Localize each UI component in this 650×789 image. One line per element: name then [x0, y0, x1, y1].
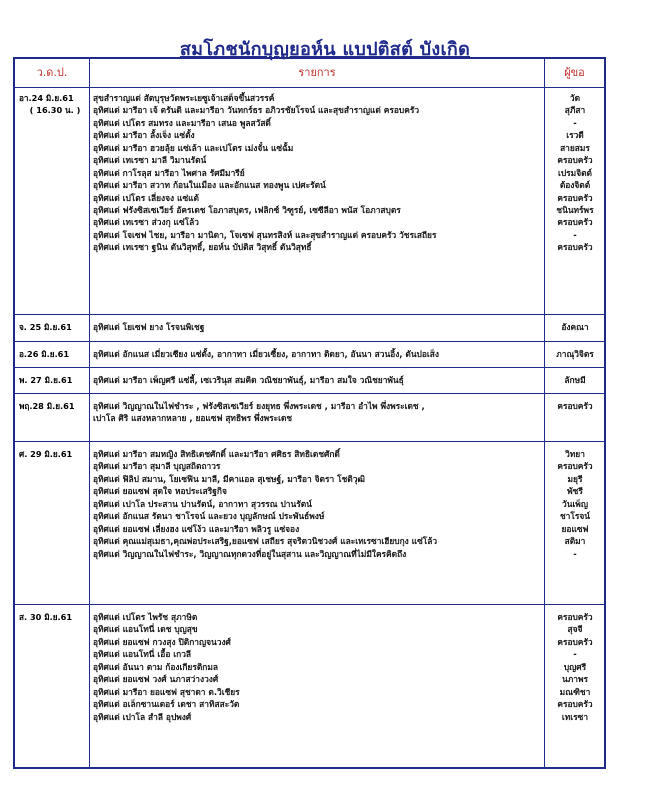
row-divider — [15, 341, 604, 342]
intention-item: อุทิศแด่ แอนโทนี่ เอื้อ เกวลี — [93, 649, 192, 660]
intention-item: อุทิศแด่ มารีอา เจ้ ตรันดิ และมารีอา วันทกร์ธร อภิวรชัยโรจน์ และสุขสำราญแด่ ครอบครัว — [93, 105, 420, 116]
intention-item: อุทิศแด่ เปาโล สำลี อุปพงศ์ — [93, 711, 192, 722]
intention-item: อุทิศแด่ อันนา ตาม ก้องเกียรติกมล — [93, 661, 218, 672]
requester-name: ครอบครัว — [557, 155, 593, 166]
row-date — [19, 374, 91, 386]
page-title: สมโภชนักบุญยอห์น แบปติสต์ บังเกิด — [179, 39, 471, 60]
requester-name: เรวดี — [566, 130, 584, 141]
requester-name: ชาโรจน์ — [559, 511, 591, 522]
time-text: ( 16.30 น. ) — [29, 105, 81, 115]
date-text: ศ. 29 มิ.ย.61 — [19, 449, 73, 459]
requester-list — [547, 321, 603, 333]
requester-name: ครอบครัว — [557, 217, 593, 228]
row-date — [19, 611, 91, 623]
intention-item: อุทิศแด่ มารีอา เพ็ญศรี แซ่ลี้, เซเวรินุส สมคิด วณิชยาพันธุ์, มารีอา สมใจ วณิชยาพันธุ์ — [93, 375, 404, 385]
requester-name: ชนินทร์พร — [556, 204, 594, 215]
requester-name: ครอบครัว — [557, 461, 593, 472]
date-text: ส. 30 มิ.ย.61 — [19, 612, 73, 622]
requester-name: สติมา — [564, 536, 586, 547]
requester-name: เปรมจิตต์ — [558, 167, 592, 178]
intention-item: อุทิศแด่ มารีอา สุมาลี บุญสถิตถาวร — [93, 461, 221, 472]
requester-name: ต้องจิตต์ — [559, 180, 591, 191]
requester-name: นภาพร — [562, 674, 588, 685]
requester-name: สายสมร — [560, 142, 590, 153]
intention-item: สุขสำราญแด่ สัตบุรุษวัดพระเยซูเจ้าเสด็จขึ้นสวรรค์ — [93, 93, 275, 103]
intention-item: อุทิศแด่ ฟิลิป สมาน, โยเซฟิน มาลี, มีคาแอล สุเชษฐ์, มารีอา จิตรา โชติวุฒิ — [93, 473, 365, 484]
intention-item: อุทิศแด่ โจเซฟ ไชย, มารีอา มานิดา, โจเซฟ สุนทรสิงห์ และสุขสำราญแด่ ครอบครัว วัชรเสถียร — [93, 229, 437, 240]
intention-item: อุทิศแด่ มารีอา ลั้งเจ็ง แซ่ตั้ง — [93, 130, 195, 141]
intention-list — [93, 374, 543, 386]
intention-item: อุทิศแด่ ยอแซฟ เลี่ยงฮง แซ่โง้ว และมารีอา พลิวรู แซ่จอง — [93, 523, 300, 534]
header-items: รายการ — [298, 66, 336, 79]
requester-name: มณฑิชา — [559, 686, 591, 697]
intention-list — [93, 611, 543, 723]
row-divider — [15, 314, 604, 315]
intention-item: อุทิศแด่ ยอแซฟ วงศ์ นภาสว่างวงศ์ — [93, 674, 219, 685]
intention-list — [93, 400, 543, 425]
intention-item: อุทิศแด่ เปโตร สมทรง และมารีอา เสนอ พูลสวัสดิ์ — [93, 117, 271, 128]
intention-item: อุทิศแด่ เปาโล ประสาน ปานรัตน์, อากาทา สุวรรณ ปานรัตน์ — [93, 498, 312, 509]
intention-item: อุทิศแด่ อักแนส รัตนา ชาโรจน์ และยวง บุญลักษณ์ ประพันธ์พงษ์ — [93, 511, 325, 522]
intention-item: อุทิศแด่ คุณแม่สุเมธา,คุณพ่อประเสริฐ,ยอแซฟ เสถียร สุจริตวนิชวงศ์ และเทเรซาเฮียบกุง แซ่โล้ว — [93, 536, 438, 547]
requester-list — [547, 400, 603, 412]
requester-name: - — [573, 117, 577, 128]
intention-item: อุทิศแด่ เปโตร เลี่ยงจง แซ่แต้ — [93, 192, 199, 203]
date-text: พ. 27 มิ.ย.61 — [19, 375, 73, 385]
requester-name: ลักษมี — [564, 375, 586, 385]
intention-list — [93, 348, 543, 360]
requester-name: - — [573, 548, 577, 559]
intention-item: เปาโล ศิริ แสงหลากหลาย , ยอแซฟ สุทธิพร พึ่งพระเดช — [93, 413, 293, 424]
intention-item: อุทิศแด่ มารีอา สวาท ก้อนในเมือง และอักแนส ทองพูน เปศะรัตน์ — [93, 180, 326, 191]
intention-item: อุทิศแด่ มารีอา ยอแซฟ สุชาดา ต.วิเชียร — [93, 686, 240, 697]
requester-list — [547, 92, 603, 254]
intention-item: อุทิศแด่ เทเรซา ฐนิน ตันวิสุทธิ์, ยอห์น บัปติส วิสุทธิ์ ตันวิสุทธิ์ — [93, 242, 312, 253]
header-host: ผู้ขอ — [564, 66, 585, 79]
row-date — [19, 400, 91, 412]
intention-item: อุทิศแด่ อักแนส เมี่ยวเซียง แซ่ตั้ง, อากาทา เมี่ยวเซี้ยง, อากาทา ติดยา, อันนา สวนอิ้ง, ตันปอเส็ง — [93, 349, 439, 359]
intention-item: อุทิศแด่ ฟรังซิสเซเวียร์ อัครเดช โอภาสบุตร, เฟลิกซ์ วิฑูรย์, เซซีลีอา พนัส โอภาสบุตร — [93, 204, 401, 215]
intention-item: อุทิศแด่ มารีอา สมหญิง สิทธิเดชศักดิ์ และมารีอา ศศิธร สิทธิเดชศักดิ์ — [93, 449, 340, 459]
requester-name: ครอบครัว — [557, 192, 593, 203]
intention-item: อุทิศแด่ เทเรซา มาลี วิมานรัตน์ — [93, 155, 207, 166]
intention-item: อุทิศแด่ วิญญาณในไฟชำระ , ฟรังซิสเซเวียร์ ยงยุทธ พึ่งพระเดช , มารีอา อำไพ พึ่งพระเดช , — [93, 401, 425, 411]
mass-intention-table — [13, 57, 606, 769]
row-date — [19, 92, 91, 116]
requester-name: ภาณุวิจิตร — [556, 349, 594, 359]
intention-item: อุทิศแด่ โยเซฟ ยาง โรจนพิเชฐ — [93, 322, 205, 332]
requester-name: ครอบครัว — [557, 242, 593, 253]
requester-name: ครอบครัว — [557, 699, 593, 710]
requester-name: ครอบครัว — [557, 401, 593, 411]
date-text: พฤ.28 มิ.ย.61 — [19, 401, 75, 411]
row-divider — [15, 441, 604, 442]
requester-name: อังคณา — [561, 322, 589, 332]
requester-name: วิทยา — [565, 449, 585, 459]
row-divider — [15, 604, 604, 605]
requester-list — [547, 611, 603, 723]
requester-name: สุจจี — [567, 624, 583, 635]
date-text: จ. 25 มิ.ย.61 — [19, 322, 72, 332]
header-date: ว.ด.ป. — [36, 66, 68, 79]
requester-name: เทเรซา — [561, 711, 589, 722]
row-date — [19, 448, 91, 460]
column-divider — [89, 59, 90, 767]
row-date — [19, 321, 91, 333]
intention-item: อุทิศแด่ ยอแซฟ สุดใจ หอประเสริฐกิจ — [93, 486, 227, 497]
requester-name: ครอบครัว — [557, 612, 593, 622]
requester-name: ยอแซฟ — [561, 523, 589, 534]
intention-list — [93, 321, 543, 333]
intention-item: อุทิศแด่ มารีอา ฮวยลุ้ย แซ่เล้า และเปโตร เม่งจั๋น แซ่ฉั้ม — [93, 142, 294, 153]
requester-name: วัด — [569, 93, 581, 103]
intention-item: อุทิศแด่ เทเรซา ส่วงกุ แซ่โล้ว — [93, 217, 199, 228]
intention-item: อุทิศแด่ เปโตร ไพรัช สุภาษิต — [93, 612, 198, 622]
intention-item: อุทิศแด่ ยอแซฟ กวงสุง ปิติกาญจนวงศ์ — [93, 636, 231, 647]
requester-list — [547, 448, 603, 560]
requester-list — [547, 348, 603, 360]
row-divider — [15, 393, 604, 394]
header-divider — [15, 87, 604, 88]
intention-item: อุทิศแด่ แอนโทนี่ เดช บุญสุข — [93, 624, 198, 635]
date-text: อา.24 มิ.ย.61 — [19, 93, 74, 103]
intention-list — [93, 448, 543, 560]
requester-name: - — [573, 649, 577, 660]
intention-list — [93, 92, 543, 254]
row-date — [19, 348, 91, 360]
column-divider — [544, 59, 545, 767]
requester-name: ครอบครัว — [557, 636, 593, 647]
intention-item: อุทิศแด่ อเล็กซานเดอร์ เดชา สาทิสสะวัต — [93, 699, 240, 710]
requester-name: - — [573, 229, 577, 240]
intention-item: อุทิศแด่ กาโรลุส มารีอา ไพศาล รัศมีมารีย์ — [93, 167, 245, 178]
requester-name: สุภีสา — [564, 105, 586, 116]
requester-list — [547, 374, 603, 386]
requester-name: พัชรี — [567, 486, 583, 497]
intention-item: อุทิศแด่ วิญญาณในไฟชำระ, วิญญาณทุกดวงที่อยู่ในสุสาน และวิญญาณที่ไม่มีใครคิดถึง — [93, 548, 407, 559]
requester-name: มยุรี — [567, 473, 583, 484]
date-text: อ.26 มิ.ย.61 — [19, 349, 70, 359]
requester-name: วันเพ็ญ — [562, 498, 588, 509]
requester-name: บุญศรี — [563, 661, 587, 672]
row-divider — [15, 367, 604, 368]
